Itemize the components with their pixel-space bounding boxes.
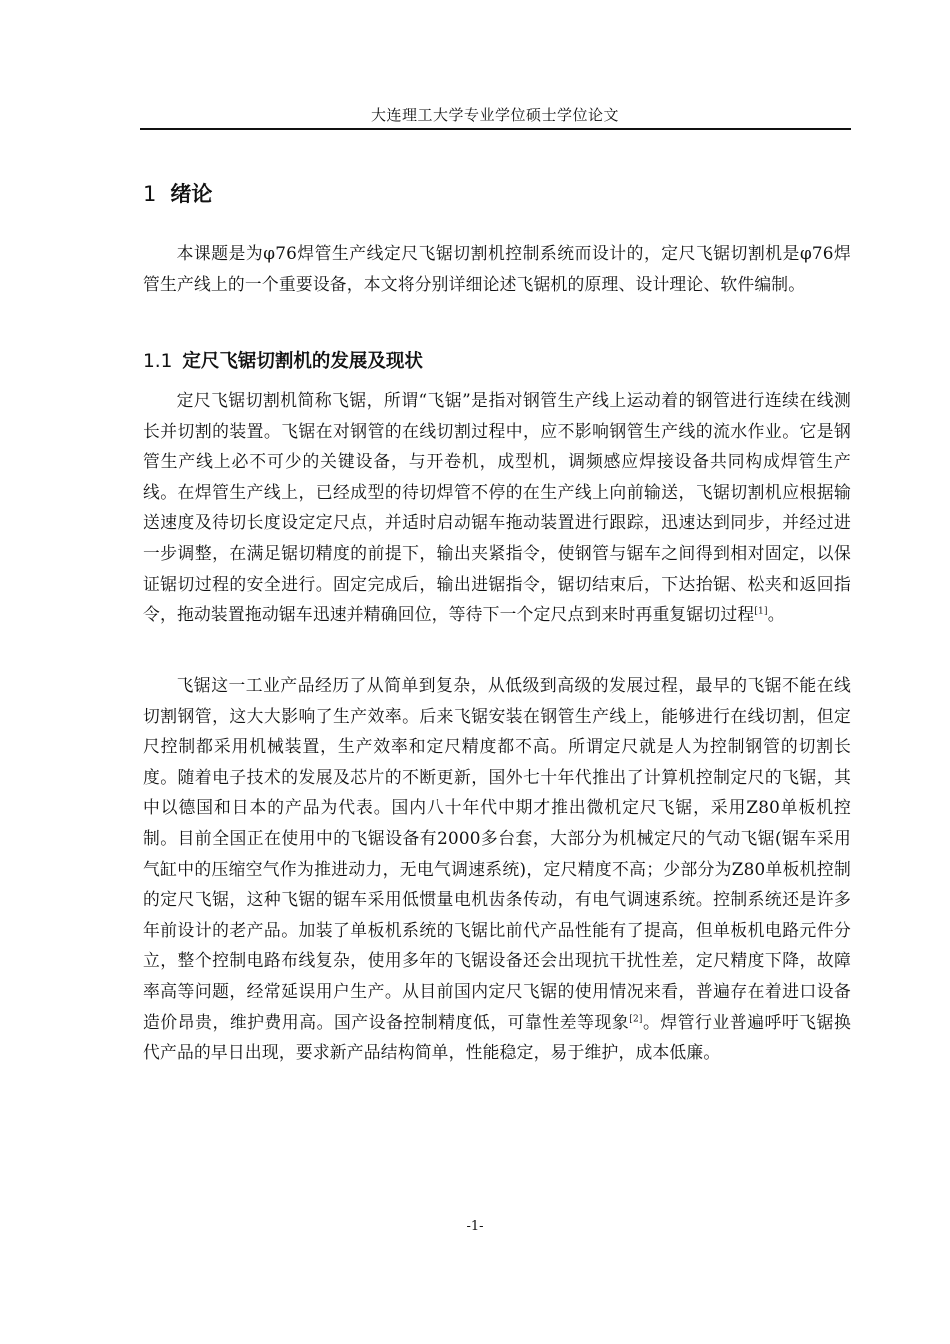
chapter-heading	[143, 178, 212, 208]
paragraph-1-text: 定尺飞锯切割机简称飞锯，所谓“飞锯”是指对钢管生产线上运动着的钢管进行连续在线测长并切割的装置。飞锯在对钢管的在线切割过程中，应不影响钢管生产线的流水作业。它是钢管生产线上必不可少的关键设备，与开卷机，成型机，调频感应焊接设备共同构成焊管生产线。在焊管生产线上，已经成型的待切焊管不停的在生产线上向前输送，飞锯切割机应根据输送速度及待切长度设定定尺点，并适时启动锯车拖动装置进行跟踪，迅速达到同步，并经过进一步调整，在满足锯切精度的前提下，输出夹紧指令，使钢管与锯车之间得到相对固定，以保证锯切过程的安全进行。固定完成后，输出进锯指令，锯切结束后，下达抬锯、松夹和返回指令，拖动装置拖动锯车迅速并精确回位，等待下一个定尺点到来时再重复锯切过程	[143, 390, 851, 625]
citation-1: [1]	[754, 606, 768, 617]
chapter-title: 绪论	[170, 182, 213, 206]
section-heading	[143, 347, 423, 373]
running-header: 大连理工大学专业学位硕士学位论文	[370, 106, 619, 124]
header-rule	[140, 128, 851, 130]
citation-2: [2]	[629, 1013, 643, 1024]
body-paragraph-2	[143, 670, 851, 1068]
paragraph-1-end: 。	[767, 604, 785, 625]
page-number: -1-	[466, 1219, 484, 1234]
body-paragraph-1	[143, 385, 851, 630]
paragraph-2-text: 飞锯这一工业产品经历了从简单到复杂，从低级到高级的发展过程，最早的飞锯不能在线切割钢管，这大大影响了生产效率。后来飞锯安装在钢管生产线上，能够进行在线切割，但定尺控制都采用机械装置，生产效率和定尺精度都不高。所谓定尺就是人为控制钢管的切割长度。随着电子技术的发展及芯片的不断更新，国外七十年代推出了计算机控制定尺的飞锯，其中以德国和日本的产品为代表。国内八十年代中期才推出微机定尺飞锯，采用Z80单板机控制。目前全国正在使用中的飞锯设备有2000多台套，大部分为机械定尺的气动飞锯(锯车采用气缸中的压缩空气作为推进动力，无电气调速系统)，定尺精度不高；少部分为Z80单板机控制的定尺飞锯，这种飞锯的锯车采用低惯量电机齿条传动，有电气调速系统。控制系统还是许多年前设计的老产品。加装了单板机系统的飞锯比前代产品性能有了提高，但单板机电路元件分立，整个控制电路布线复杂，使用多年的飞锯设备还会出现抗干扰性差，定尺精度下降，故障率高等问题，经常延误用户生产。从目前国内定尺飞锯的使用情况来看，普遍存在着进口设备造价昂贵，维护费用高。国产设备控制精度低，可靠性差等现象	[143, 675, 851, 1032]
chapter-number: 1	[143, 182, 157, 206]
intro-paragraph: 本课题是为φ76焊管生产线定尺飞锯切割机控制系统而设计的，定尺飞锯切割机是φ76焊管生产线上的一个重要设备，本文将分别详细论述飞锯机的原理、设计理论、软件编制。	[143, 243, 851, 294]
paragraph-2-end: 。焊管行业普遍呼吁飞锯换代产品的早日出现，要求新产品结构简单，性能稳定，易于维护，成本低廉。	[143, 1011, 851, 1063]
section-title: 定尺飞锯切割机的发展及现状	[182, 351, 423, 372]
section-number: 1.1	[143, 351, 173, 372]
